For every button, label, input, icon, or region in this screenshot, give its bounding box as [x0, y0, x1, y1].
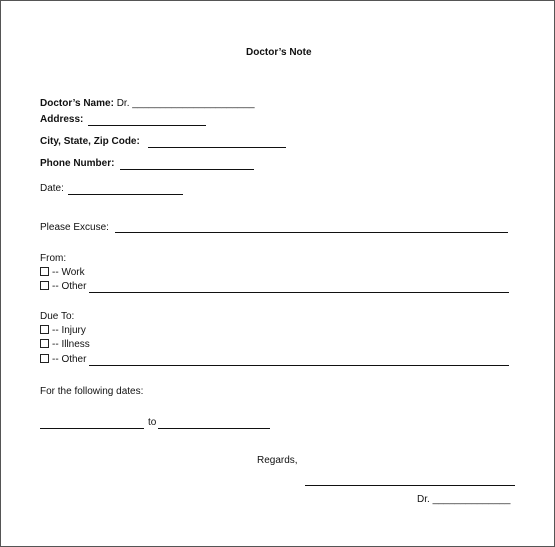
please-excuse-label: Please Excuse: [40, 222, 109, 233]
from-heading: From: [40, 253, 67, 264]
doctor-name-label: Doctor’s Name: [40, 98, 114, 109]
end-date-field-line[interactable] [158, 428, 270, 429]
please-excuse-field-line[interactable] [115, 232, 508, 233]
from-option-label: -- Work [52, 267, 85, 278]
date-field-line[interactable] [68, 194, 183, 195]
regards-text: Regards, [257, 455, 298, 466]
date-label: Date: [40, 183, 64, 194]
due-to-option-label: -- Illness [52, 339, 90, 350]
document-title: Doctor’s Note [246, 47, 312, 58]
due-to-option-label: -- Injury [52, 325, 86, 336]
city-state-zip-field-line[interactable] [148, 147, 286, 148]
to-label: to [148, 417, 157, 428]
checkbox-icon[interactable] [40, 339, 49, 348]
address-field-line[interactable] [88, 125, 206, 126]
address-label: Address: [40, 114, 84, 125]
from-option-work[interactable] [40, 267, 85, 279]
checkbox-icon[interactable] [40, 281, 49, 290]
due-to-option-label: -- Other [52, 354, 87, 365]
phone-number-field-line[interactable] [120, 169, 254, 170]
checkbox-icon[interactable] [40, 354, 49, 363]
doctor-name-row [40, 98, 255, 110]
phone-number-label: Phone Number: [40, 158, 115, 169]
dr-prefix: Dr. [417, 494, 430, 505]
due-to-heading: Due To: [40, 311, 75, 322]
start-date-field-line[interactable] [40, 428, 144, 429]
dr-name-blank[interactable]: ______________ [432, 494, 511, 505]
doctor-name-prefix: Dr. [116, 98, 130, 109]
dr-signature-row [417, 494, 510, 506]
doctor-name-blank[interactable]: ______________________ [132, 98, 255, 109]
from-other-field-line[interactable] [89, 292, 509, 293]
following-dates-label: For the following dates: [40, 386, 144, 397]
from-option-other[interactable] [40, 281, 86, 293]
city-state-zip-label: City, State, Zip Code: [40, 136, 140, 147]
from-option-label: -- Other [52, 281, 87, 292]
due-to-option-illness[interactable] [40, 339, 90, 351]
due-to-option-injury[interactable] [40, 325, 86, 337]
due-to-other-field-line[interactable] [89, 365, 509, 366]
due-to-option-other[interactable] [40, 354, 86, 366]
signature-line[interactable] [305, 485, 515, 486]
checkbox-icon[interactable] [40, 267, 49, 276]
checkbox-icon[interactable] [40, 325, 49, 334]
